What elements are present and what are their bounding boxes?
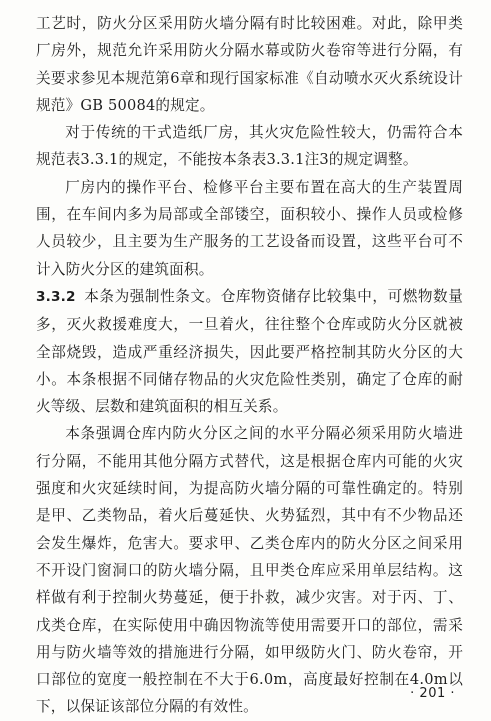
clause-number: 3.3.2 xyxy=(36,288,76,305)
paragraph-operating-platform xyxy=(36,174,463,283)
paragraph-fire-curtain-exception xyxy=(36,10,463,119)
body-text xyxy=(36,10,463,721)
paragraph-warehouse-firewall xyxy=(36,420,463,720)
page-number: · 201 · xyxy=(410,686,455,701)
paragraph-text: 工艺时，防火分区采用防火墙分隔有时比较困难。对此，除甲类厂房外，规范允许采用防火分隔水幕或防火卷帘等进行分隔，有关要求参见本规范第6章和现行国家标准《自动喷水灭火系统设计规范》GB 50084的规定。 xyxy=(36,15,463,114)
paragraph-clause-3-3-2 xyxy=(36,283,463,420)
paragraph-text: 厂房内的操作平台、检修平台主要布置在高大的生产装置周围，在车间内多为局部或全部镂空，面积较小、操作人员或检修人员较少，且主要为生产服务的工艺设备而设置，这些平台可不计入防火分区的建筑面积。 xyxy=(36,178,463,278)
paragraph-text: 对于传统的干式造纸厂房，其火灾危险性较大，仍需符合本规范表3.3.1的规定，不能按本条表3.3.1注3的规定调整。 xyxy=(36,124,463,169)
paragraph-text: 本条强调仓库内防火分区之间的水平分隔必须采用防火墙进行分隔，不能用其他分隔方式替代，这是根据仓库内可能的火灾强度和火灾延续时间，为提高防火墙分隔的可靠性确定的。特别是甲、乙类物品，着火后蔓延快、火势猛烈，其中有不少物品还会发生爆炸，危害大。要求甲、乙类仓库内的防火分区之间采用不开设门窗洞口的防火墙分隔，且甲类仓库应采用单层结构。这样做有利于控制火势蔓延，便于扑救，减少灾害。对于丙、丁、戊类仓库，在实际使用中确因物流等使用需要开口的部位，需采用与防火墙等效的措施进行分隔，如甲级防火门、防火卷帘，开口部位的宽度一般控制在不大于6.0m，高度最好控制在4.0m以下，以保证该部位分隔的有效性。 xyxy=(36,425,463,716)
paragraph-paper-mill xyxy=(36,119,463,174)
paragraph-text: 本条为强制性条文。仓库物资储存比较集中，可燃物数量多，灭火救援难度大，一旦着火，往往整个仓库或防火分区就被全部烧毁，造成严重经济损失，因此要严格控制其防火分区的大小。本条根据不同储存物品的火灾危险性类别，确定了仓库的耐火等级、层数和建筑面积的相互关系。 xyxy=(36,287,463,416)
